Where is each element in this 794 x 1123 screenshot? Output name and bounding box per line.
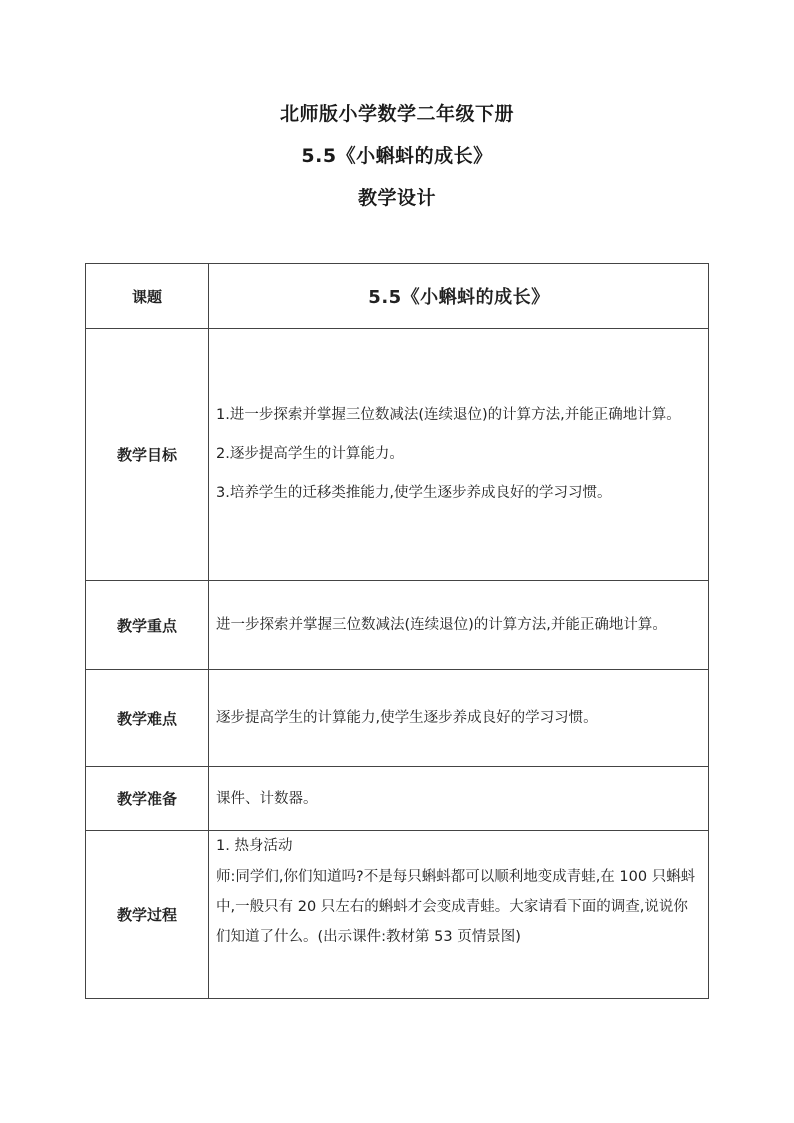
lesson-plan-table [85,263,709,999]
cell-goals [209,329,709,581]
label-process: 教学过程 [86,831,209,999]
goal-item-2: 2.逐步提高学生的计算能力。 [216,446,404,462]
row-topic [86,264,709,329]
topic-value: 5.5《小蝌蚪的成长》 [368,287,550,308]
goal-item-1: 1.进一步探索并掌握三位数减法(连续退位)的计算方法,并能正确地计算。 [216,407,681,423]
cell-process [209,831,709,999]
document-header [0,100,794,226]
label-goals: 教学目标 [86,329,209,581]
difficulties-value: 逐步提高学生的计算能力,使学生逐步养成良好的学习习惯。 [216,710,598,726]
label-preparation: 教学准备 [86,767,209,831]
label-topic: 课题 [86,264,209,329]
goal-item-3: 3.培养学生的迁移类推能力,使学生逐步养成良好的学习习惯。 [216,485,612,501]
key-points-value: 进一步探索并掌握三位数减法(连续退位)的计算方法,并能正确地计算。 [216,617,667,633]
row-goals [86,329,709,581]
process-body: 师:同学们,你们知道吗?不是每只蝌蚪都可以顺利地变成青蛙,在 100 只蝌蚪中,一般只有 20 只左右的蝌蚪才会变成青蛙。大家请看下面的调查,说说你们知道了什么。(出示课件:教材第 53 页情景图) [216,869,696,945]
row-difficulties [86,670,709,767]
title-doc-type: 教学设计 [357,187,436,209]
preparation-value: 课件、计数器。 [216,790,318,807]
cell-preparation [209,767,709,831]
process-heading: 1. 热身活动 [216,838,293,854]
cell-key-points [209,581,709,670]
title-lesson: 5.5《小蝌蚪的成长》 [301,145,493,167]
row-process [86,831,709,999]
cell-difficulties [209,670,709,767]
row-key-points [86,581,709,670]
label-difficulties: 教学难点 [86,670,209,767]
cell-topic [209,264,709,329]
row-preparation [86,767,709,831]
title-textbook: 北师版小学数学二年级下册 [279,103,514,125]
label-key-points: 教学重点 [86,581,209,670]
